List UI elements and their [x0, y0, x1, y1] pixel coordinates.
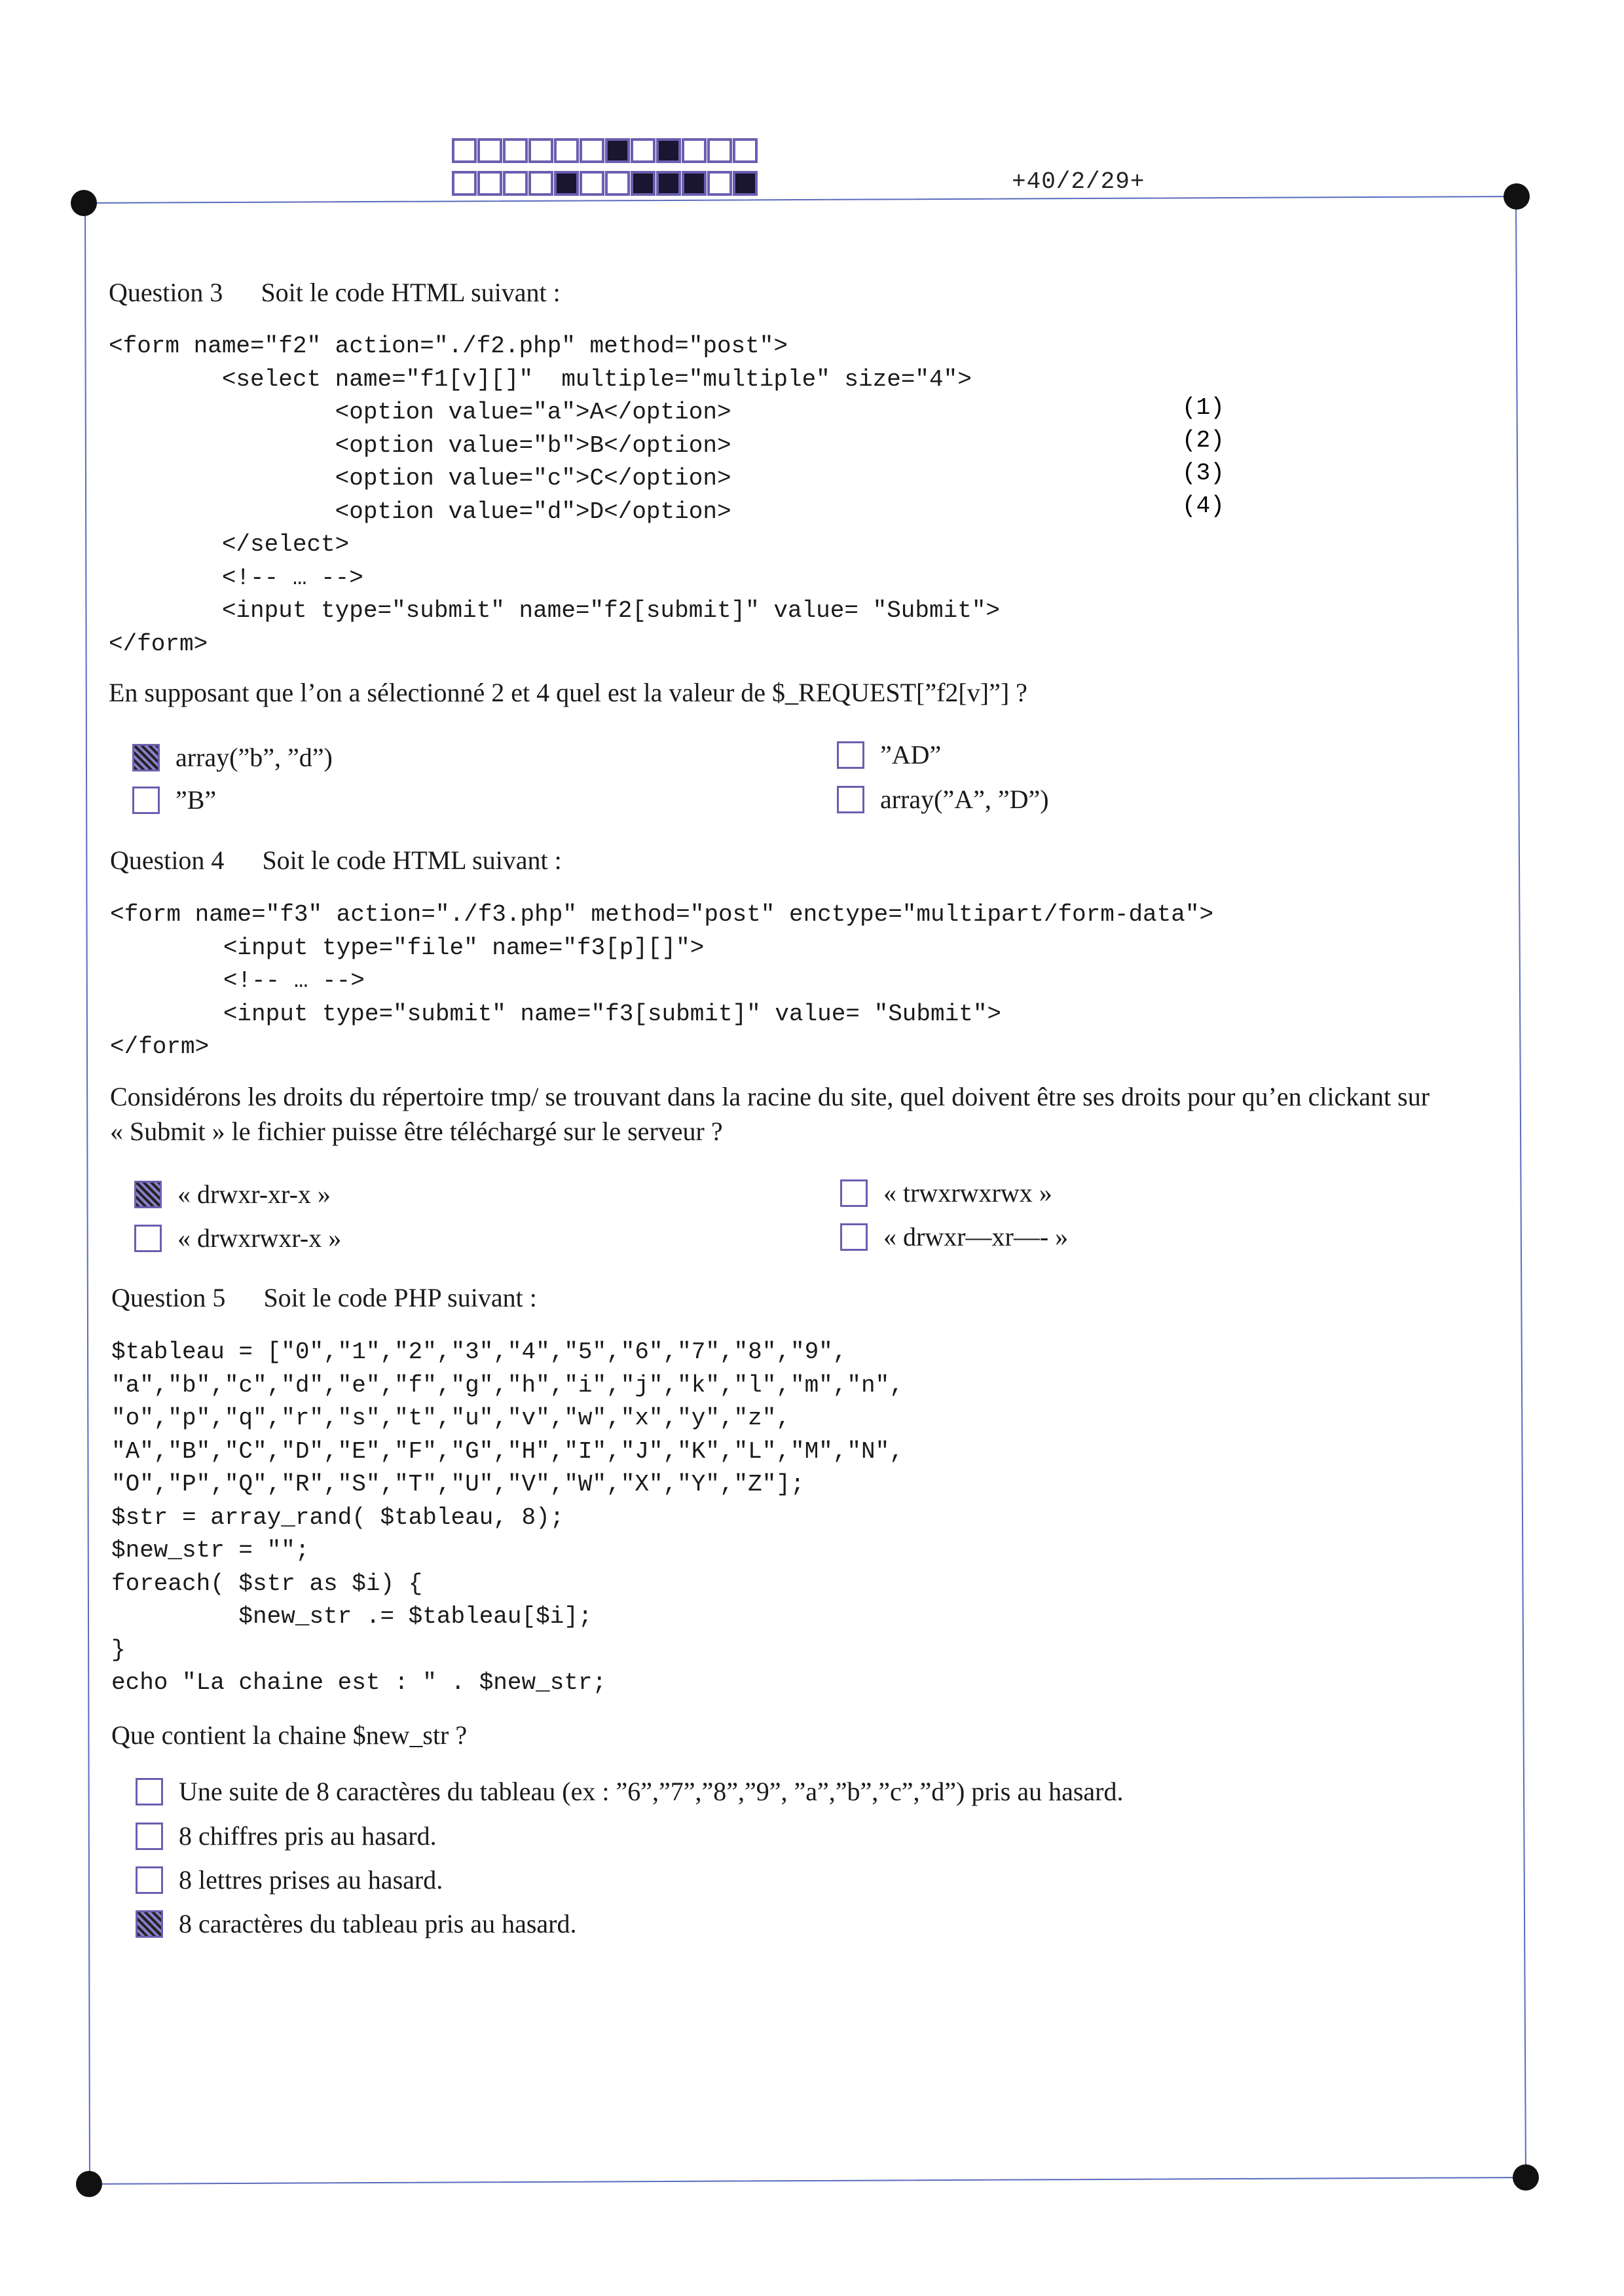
- choice-label: array(”b”, ”d”): [175, 743, 333, 772]
- question-3-code: <form name="f2" action="./f2.php" method="post"> <select name="f1[v][]" multiple="multiple" size="4"> <option value="a">A</option> <option value="b">B</option> <option value="c">C</option> <option value="d">D</option> </select> <!-- … --> <input type="submit" name="f2[submit]" value= "Submit"> </form>: [109, 333, 1001, 657]
- id-box: [709, 139, 731, 162]
- id-box: [606, 172, 629, 194]
- question-3-label: Question 3: [109, 278, 223, 307]
- q5-choice-3[interactable]: [136, 1864, 443, 1895]
- choice-label: Une suite de 8 caractères du tableau (ex : ”6”,”7”,”8”,”9”, ”a”,”b”,”c”,”d”) pris au hasard.: [179, 1777, 1124, 1806]
- exam-code: +40/2/29+: [1012, 168, 1145, 195]
- q5-choice-2[interactable]: [136, 1821, 437, 1851]
- choice-label: ”AD”: [880, 740, 942, 769]
- option-number-4: (4): [1182, 492, 1225, 519]
- id-box: [504, 172, 526, 194]
- q5-choice-4[interactable]: [136, 1908, 576, 1939]
- id-box: [581, 172, 603, 194]
- choice-label: array(”A”, ”D”): [880, 785, 1049, 814]
- id-box: [504, 139, 526, 162]
- q4-choice-1[interactable]: [134, 1179, 331, 1210]
- choice-label: 8 lettres prises au hasard.: [179, 1865, 443, 1895]
- checkbox[interactable]: [134, 1225, 162, 1252]
- choice-label: « drwxr—xr—- »: [883, 1222, 1069, 1251]
- choice-label: 8 chiffres pris au hasard.: [179, 1821, 437, 1851]
- question-3-text: En supposant que l’on a sélectionné 2 et 4 quel est la valeur de $_REQUEST[”f2[v]”] ?: [109, 678, 1027, 707]
- question-5-heading: [111, 1282, 537, 1313]
- id-box: [555, 172, 578, 194]
- id-box: [555, 139, 578, 162]
- question-5-text: Que contient la chaine $new_str ?: [111, 1720, 468, 1750]
- choice-label: « drwxr-xr-x »: [177, 1179, 331, 1209]
- corner-mark-top-left: [71, 190, 97, 216]
- id-box: [479, 139, 501, 162]
- choice-label: « drwxrwxr-x »: [177, 1223, 342, 1253]
- question-4-code: <form name="f3" action="./f3.php" method="post" enctype="multipart/form-data"> <input type="file" name="f3[p][]"> <!-- … --> <input type="submit" name="f3[submit]" value= "Submit"> </form>: [110, 901, 1214, 1060]
- id-box: [734, 139, 756, 162]
- id-box: [632, 172, 654, 194]
- checkbox[interactable]: [136, 1823, 163, 1850]
- id-box: [683, 139, 705, 162]
- option-number-3: (3): [1182, 460, 1225, 487]
- q4-choice-2[interactable]: [840, 1177, 1052, 1208]
- q3-choice-2[interactable]: [837, 739, 941, 770]
- question-4-intro: Soit le code HTML suivant :: [262, 845, 562, 875]
- checkbox[interactable]: [132, 787, 160, 814]
- q4-choice-3[interactable]: [134, 1223, 341, 1253]
- checkbox[interactable]: [136, 1910, 163, 1938]
- student-id-boxes: [453, 139, 756, 194]
- question-4-text-line-1: Considérons les droits du répertoire tmp/ se trouvant dans la racine du site, quel doivent être ses droits pour qu’en clickant sur: [110, 1082, 1430, 1111]
- option-number-1: (1): [1182, 394, 1225, 421]
- checkbox[interactable]: [837, 786, 864, 813]
- id-box: [657, 172, 680, 194]
- id-box: [581, 139, 603, 162]
- checkbox[interactable]: [136, 1866, 163, 1894]
- checkbox[interactable]: [840, 1179, 868, 1207]
- id-box: [657, 139, 680, 162]
- id-box: [709, 172, 731, 194]
- question-5-code: $tableau = ["0","1","2","3","4","5","6","7","8","9", "a","b","c","d","e","f","g","h","i","j","k","l","m","n", "o","p","q","r","s","t","u","v","w","x","y","z", "A","B","C","D","E","F","G","H","I","J","K","L","M","N", "O","P","Q","R","S","T","U","V","W","X","Y","Z"]; $str = array_rand( $tableau, 8); $new_str = ""; foreach( $str as $i) { $new_str .= $tableau[$i]; } echo "La chaine est : " . $new_str;: [111, 1339, 904, 1696]
- checkbox[interactable]: [134, 1181, 162, 1208]
- question-3-heading: [109, 277, 561, 308]
- question-5-label: Question 5: [111, 1283, 226, 1312]
- id-box: [453, 139, 475, 162]
- id-box: [530, 172, 552, 194]
- id-box: [683, 172, 705, 194]
- question-5-intro: Soit le code PHP suivant :: [263, 1283, 537, 1312]
- corner-mark-top-right: [1504, 183, 1530, 210]
- question-4-label: Question 4: [110, 845, 225, 875]
- q4-choice-4[interactable]: [840, 1221, 1068, 1252]
- id-box: [632, 139, 654, 162]
- checkbox[interactable]: [840, 1223, 868, 1251]
- q5-choice-1[interactable]: [136, 1776, 1124, 1807]
- checkbox[interactable]: [132, 744, 160, 771]
- id-box: [453, 172, 475, 194]
- id-box: [479, 172, 501, 194]
- id-box: [606, 139, 629, 162]
- q3-choice-1[interactable]: [132, 742, 333, 773]
- question-4-text-line-2: « Submit » le fichier puisse être téléchargé sur le serveur ?: [110, 1117, 723, 1146]
- choice-label: « trwxrwxrwx »: [883, 1178, 1052, 1208]
- option-number-2: (2): [1182, 427, 1225, 454]
- corner-mark-bottom-left: [76, 2171, 102, 2197]
- id-box: [734, 172, 756, 194]
- q3-choice-4[interactable]: [837, 784, 1049, 815]
- question-3-intro: Soit le code HTML suivant :: [261, 278, 561, 307]
- q3-choice-3[interactable]: [132, 785, 216, 815]
- checkbox[interactable]: [837, 741, 864, 769]
- id-box: [530, 139, 552, 162]
- checkbox[interactable]: [136, 1778, 163, 1805]
- corner-mark-bottom-right: [1513, 2164, 1539, 2191]
- choice-label: ”B”: [175, 785, 217, 815]
- choice-label: 8 caractères du tableau pris au hasard.: [179, 1909, 577, 1938]
- question-4-heading: [110, 845, 562, 876]
